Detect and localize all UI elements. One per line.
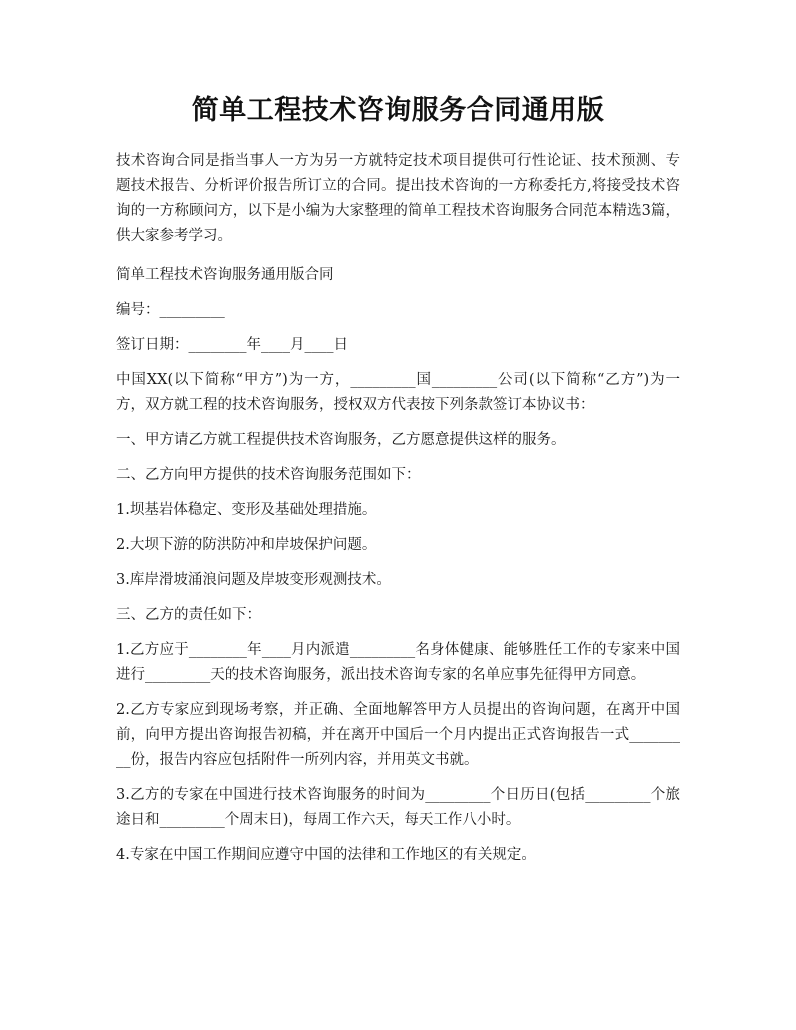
clause-2-item-1: 1.坝基岩体稳定、变形及基础处理措施。 xyxy=(116,502,377,518)
document-title: 简单工程技术咨询服务合同通用版 xyxy=(191,95,605,126)
clause-3-item-3: 3.乙方的专家在中国进行技术咨询服务的时间为_________个日历日(包括_________个旅途日和_________个周末日)，每周工作六天，每天工作八小时。 xyxy=(116,787,680,828)
clause-3-item-2: 2.乙方专家应到现场考察，并正确、全面地解答甲方人员提出的咨询问题，在离开中国前，向甲方提出咨询报告初稿，并在离开中国后一个月内提出正式咨询报告一式_________份，报告内容应包括附件一所列内容，并用英文书就。 xyxy=(116,702,680,768)
signing-date: 签订日期：________年____月____日 xyxy=(116,337,348,353)
clause-2-item-2: 2.大坝下游的防洪防冲和岸坡保护问题。 xyxy=(116,537,377,553)
clause-3-item-4: 4.专家在中国工作期间应遵守中国的法律和工作地区的有关规定。 xyxy=(116,847,536,863)
intro-paragraph: 技术咨询合同是指当事人一方为另一方就特定技术项目提供可行性论证、技术预测、专题技术报告、分析评价报告所订立的合同。提出技术咨询的一方称委托方,将接受技术咨询的一方称顾问方，以下是小编为大家整理的简单工程技术咨询服务合同范本精选3篇，供大家参考学习。 xyxy=(116,153,680,244)
clause-2-item-3: 3.库岸滑坡涌浪问题及岸坡变形观测技术。 xyxy=(116,572,391,588)
clause-2: 二、乙方向甲方提供的技术咨询服务范围如下： xyxy=(116,467,421,483)
clause-3-item-1: 1.乙方应于________年____月内派遣_________名身体健康、能够胜任工作的专家来中国进行_________天的技术咨询服务，派出技术咨询专家的名单应事先征得甲方同意。 xyxy=(116,642,680,683)
contract-heading: 简单工程技术咨询服务通用版合同 xyxy=(116,267,334,283)
clause-1: 一、甲方请乙方就工程提供技术咨询服务，乙方愿意提供这样的服务。 xyxy=(116,432,566,448)
parties-paragraph: 中国XX(以下简称“甲方”)为一方，_________国_________公司(以下简称“乙方”)为一方，双方就工程的技术咨询服务，授权双方代表按下列条款签订本协议书： xyxy=(116,372,680,413)
contract-number: 编号：_________ xyxy=(116,302,225,318)
clause-3: 三、乙方的责任如下： xyxy=(116,607,261,623)
